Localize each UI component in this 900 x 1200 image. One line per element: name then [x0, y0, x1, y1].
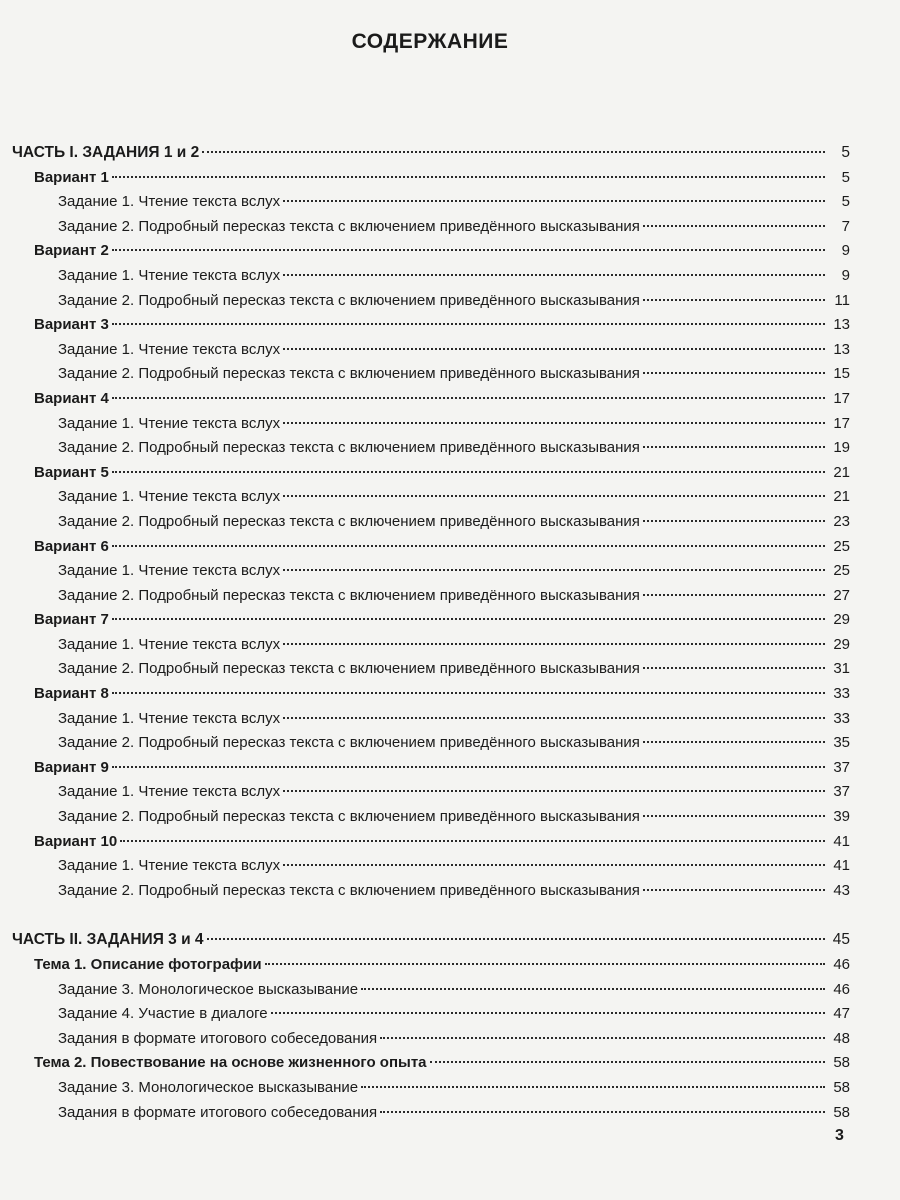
dot-leader: [202, 151, 825, 153]
toc-label: Задание 2. Подробный пересказ текста с включением приведённого высказывания: [58, 365, 640, 383]
toc-label: Задание 1. Чтение текста вслух: [58, 414, 281, 432]
dot-leader: [112, 397, 825, 399]
toc-task[interactable]: [12, 561, 850, 586]
toc-page: 21: [833, 463, 850, 481]
dot-leader: [283, 717, 825, 719]
toc-label: Задание 1. Чтение текста вслух: [58, 340, 281, 358]
toc-variant[interactable]: [12, 168, 850, 193]
toc-page: 39: [833, 808, 850, 826]
toc-label: Вариант 5: [34, 463, 109, 481]
toc-label: Вариант 10: [34, 832, 118, 850]
page-title: СОДЕРЖАНИЕ: [351, 30, 509, 53]
toc-label: Тема 2. Повествование на основе жизненного опыта: [34, 1054, 427, 1072]
toc-label: Задание 1. Чтение текста вслух: [58, 635, 281, 653]
toc-label: Задание 2. Подробный пересказ текста с включением приведённого высказывания: [58, 734, 640, 752]
page-number: 3: [835, 1127, 844, 1144]
toc-task[interactable]: [12, 635, 850, 660]
toc-page: 27: [833, 586, 850, 604]
dot-leader: [430, 1061, 825, 1063]
toc-task[interactable]: [12, 856, 850, 881]
toc-label: Вариант 4: [34, 389, 109, 407]
toc-page: 9: [841, 266, 850, 284]
toc-label: Задание 4. Участие в диалоге: [58, 1005, 268, 1023]
toc-page: 15: [833, 365, 850, 383]
toc-label: Задание 2. Подробный пересказ текста с включением приведённого высказывания: [58, 512, 640, 530]
toc-task[interactable]: [12, 782, 850, 807]
toc-page: 25: [833, 537, 850, 555]
dot-leader: [643, 594, 825, 596]
dot-leader: [643, 225, 825, 227]
dot-leader: [271, 1012, 825, 1014]
toc-page: 25: [833, 562, 850, 580]
toc-label: Вариант 3: [34, 316, 109, 334]
toc-task[interactable]: [12, 438, 850, 463]
toc-label: Задание 2. Подробный пересказ текста с включением приведённого высказывания: [58, 439, 640, 457]
dot-leader: [361, 988, 825, 990]
toc-variant[interactable]: [12, 315, 850, 340]
dot-leader: [283, 790, 825, 792]
toc-label: Задание 1. Чтение текста вслух: [58, 193, 281, 211]
toc-page: 17: [833, 389, 850, 407]
toc-task[interactable]: [12, 1078, 850, 1103]
dot-leader: [380, 1037, 825, 1039]
toc-label: Задание 2. Подробный пересказ текста с включением приведённого высказывания: [58, 660, 640, 678]
toc-variant[interactable]: [12, 241, 850, 266]
toc-variant[interactable]: [12, 389, 850, 414]
toc-task[interactable]: [12, 807, 850, 832]
dot-leader: [643, 815, 825, 817]
toc-page: 5: [841, 193, 850, 211]
toc-label: Задания в формате итогового собеседования: [58, 1103, 378, 1121]
toc-label: Вариант 1: [34, 168, 109, 186]
toc-page: 46: [833, 980, 850, 998]
toc-page: 7: [841, 217, 850, 235]
toc-page: 13: [833, 340, 850, 358]
toc-task[interactable]: [12, 487, 850, 512]
toc-label: Задание 2. Подробный пересказ текста с включением приведённого высказывания: [58, 586, 640, 604]
toc-label: ЧАСТЬ I. ЗАДАНИЯ 1 и 2: [12, 144, 200, 161]
toc-label: Задание 1. Чтение текста вслух: [58, 709, 281, 727]
toc-page: 21: [833, 488, 850, 506]
dot-leader: [283, 200, 825, 202]
dot-leader: [283, 348, 825, 350]
toc-page: 31: [833, 660, 850, 678]
dot-leader: [112, 692, 825, 694]
toc-label: Задание 1. Чтение текста вслух: [58, 488, 281, 506]
toc-variant[interactable]: [12, 758, 850, 783]
toc-page: 41: [833, 832, 850, 850]
table-of-contents: [12, 143, 850, 1127]
dot-leader: [112, 766, 825, 768]
toc-label: Задание 2. Подробный пересказ текста с включением приведённого высказывания: [58, 217, 640, 235]
toc-task[interactable]: [12, 1103, 850, 1128]
dot-leader: [283, 274, 825, 276]
toc-label: Задание 3. Монологическое высказывание: [58, 980, 359, 998]
toc-variant[interactable]: [12, 537, 850, 562]
dot-leader: [112, 545, 825, 547]
toc-task[interactable]: [12, 266, 850, 291]
toc-variant[interactable]: [12, 463, 850, 488]
toc-task[interactable]: [12, 192, 850, 217]
toc-label: Задание 2. Подробный пересказ текста с включением приведённого высказывания: [58, 291, 640, 309]
toc-page: 33: [833, 685, 850, 703]
dot-leader: [283, 569, 825, 571]
dot-leader: [643, 741, 825, 743]
toc-label: Вариант 2: [34, 242, 109, 260]
toc-label: Задание 2. Подробный пересказ текста с включением приведённого высказывания: [58, 808, 640, 826]
toc-variant[interactable]: [12, 832, 850, 857]
dot-leader: [643, 372, 825, 374]
toc-page: 17: [833, 414, 850, 432]
dot-leader: [643, 520, 825, 522]
dot-leader: [361, 1086, 825, 1088]
toc-page: 9: [841, 242, 850, 260]
dot-leader: [643, 299, 825, 301]
toc-page: 13: [833, 316, 850, 334]
toc-page: 43: [833, 881, 850, 899]
toc-label: Задание 3. Монологическое высказывание: [58, 1078, 359, 1096]
dot-leader: [207, 938, 825, 940]
toc-page: 58: [833, 1103, 850, 1121]
toc-page: 37: [833, 758, 850, 776]
dot-leader: [643, 446, 825, 448]
toc-label: ЧАСТЬ II. ЗАДАНИЯ 3 и 4: [12, 931, 204, 949]
toc-page: 33: [833, 709, 850, 727]
toc-task[interactable]: [12, 881, 850, 906]
toc-task[interactable]: [12, 291, 850, 316]
toc-task[interactable]: [12, 1004, 850, 1029]
toc-page: 48: [833, 1029, 850, 1047]
toc-task[interactable]: [12, 733, 850, 758]
toc-label: Задание 1. Чтение текста вслух: [58, 562, 281, 580]
toc-page: 45: [832, 931, 850, 949]
toc-label: Задание 2. Подробный пересказ текста с включением приведённого высказывания: [58, 881, 640, 899]
toc-task[interactable]: [12, 364, 850, 389]
dot-leader: [265, 963, 825, 965]
toc-theme[interactable]: [12, 1053, 850, 1078]
toc-page: 29: [833, 611, 850, 629]
dot-leader: [112, 176, 825, 178]
toc-part-1[interactable]: [12, 143, 850, 168]
toc-task[interactable]: [12, 980, 850, 1005]
toc-task[interactable]: [12, 414, 850, 439]
dot-leader: [283, 643, 825, 645]
dot-leader: [112, 471, 825, 473]
toc-page: 47: [833, 1005, 850, 1023]
toc-part-2[interactable]: [12, 930, 850, 955]
toc-label: Тема 1. Описание фотографии: [34, 956, 262, 973]
dot-leader: [112, 249, 825, 251]
toc-task[interactable]: [12, 340, 850, 365]
dot-leader: [643, 667, 825, 669]
dot-leader: [283, 495, 825, 497]
toc-label: Вариант 6: [34, 537, 109, 555]
toc-label: Вариант 7: [34, 611, 109, 629]
dot-leader: [380, 1111, 825, 1113]
dot-leader: [643, 889, 825, 891]
toc-label: Вариант 8: [34, 685, 109, 703]
toc-label: Задания в формате итогового собеседования: [58, 1029, 378, 1047]
toc-label: Вариант 9: [34, 758, 109, 776]
dot-leader: [283, 864, 825, 866]
dot-leader: [112, 618, 825, 620]
toc-page: 41: [833, 857, 850, 875]
toc-theme[interactable]: [12, 955, 850, 980]
toc-label: Задание 1. Чтение текста вслух: [58, 266, 281, 284]
toc-page: 5: [841, 144, 850, 161]
toc-page: 11: [834, 291, 850, 309]
toc-page: 46: [833, 956, 850, 973]
dot-leader: [283, 422, 825, 424]
toc-label: Задание 1. Чтение текста вслух: [58, 783, 281, 801]
toc-page: 58: [833, 1078, 850, 1096]
toc-variant[interactable]: [12, 684, 850, 709]
dot-leader: [120, 840, 825, 842]
toc-label: Задание 1. Чтение текста вслух: [58, 857, 281, 875]
toc-task[interactable]: [12, 512, 850, 537]
toc-task[interactable]: [12, 659, 850, 684]
toc-task[interactable]: [12, 586, 850, 611]
toc-page: 23: [833, 512, 850, 530]
toc-page: 58: [833, 1054, 850, 1072]
toc-task[interactable]: [12, 217, 850, 242]
toc-variant[interactable]: [12, 610, 850, 635]
toc-page: 5: [841, 168, 850, 186]
toc-page: 19: [833, 439, 850, 457]
toc-task[interactable]: [12, 709, 850, 734]
toc-task[interactable]: [12, 1029, 850, 1054]
toc-page: 35: [833, 734, 850, 752]
toc-page: 37: [833, 783, 850, 801]
toc-page: 29: [833, 635, 850, 653]
dot-leader: [112, 323, 825, 325]
